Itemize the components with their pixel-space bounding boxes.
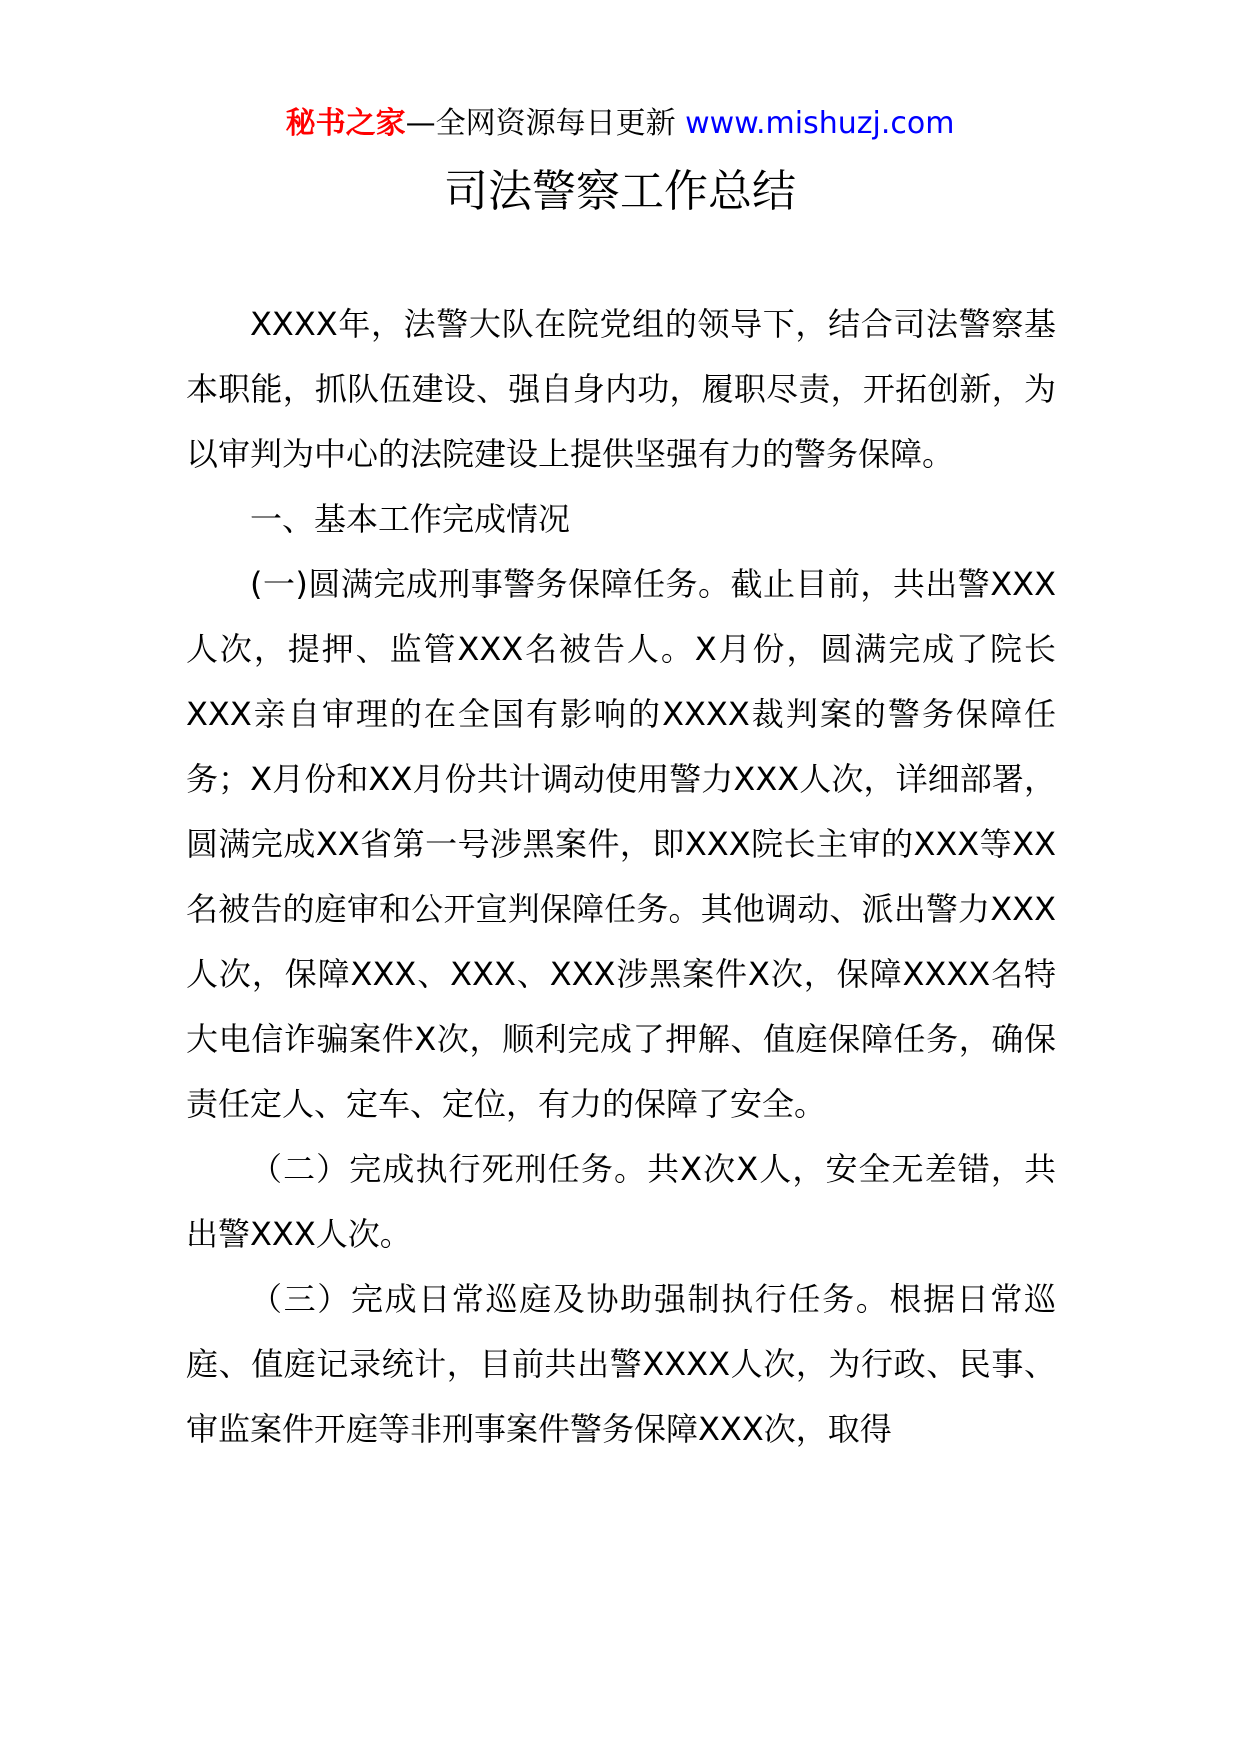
paragraph-criminal-security: (一)圆满完成刑事警务保障任务。截止目前，共出警XXX人次，提押、监管XXX名被告人。X月份，圆满完成了院长XXX亲自审理的在全国有影响的XXXX裁判案的警务保障任务；X月份和XX月份共计调动使用警力XXX人次，详细部署，圆满完成XX省第一号涉黑案件，即XXX院长主审的XXX等XX名被告的庭审和公开宣判保障任务。其他调动、派出警力XXX人次，保障XXX、XXX、XXX涉黑案件X次，保障XXXX名特大电信诈骗案件X次，顺利完成了押解、值庭保障任务，确保责任定人、定车、定位，有力的保障了安全。: [186, 565, 1056, 1123]
document-body: [186, 292, 1056, 1462]
document-title: 司法警察工作总结: [444, 166, 796, 217]
site-url-link[interactable]: www.mishuzj.com: [685, 106, 955, 141]
section-heading: 一、基本工作完成情况: [250, 500, 571, 538]
site-header: [0, 100, 1240, 148]
brand-name: 秘书之家: [285, 106, 406, 141]
paragraph-execution: （二）完成执行死刑任务。共X次X人，安全无差错，共出警XXX人次。: [186, 1150, 1056, 1253]
header-tagline: —全网资源每日更新: [405, 106, 676, 141]
intro-paragraph: XXXX年，法警大队在院党组的领导下，结合司法警察基本职能，抓队伍建设、强自身内功，履职尽责，开拓创新，为以审判为中心的法院建设上提供坚强有力的警务保障。: [186, 305, 1056, 473]
paragraph-daily-patrol: （三）完成日常巡庭及协助强制执行任务。根据日常巡庭、值庭记录统计，目前共出警XXXX人次，为行政、民事、审监案件开庭等非刑事案件警务保障XXX次，取得: [186, 1280, 1056, 1448]
